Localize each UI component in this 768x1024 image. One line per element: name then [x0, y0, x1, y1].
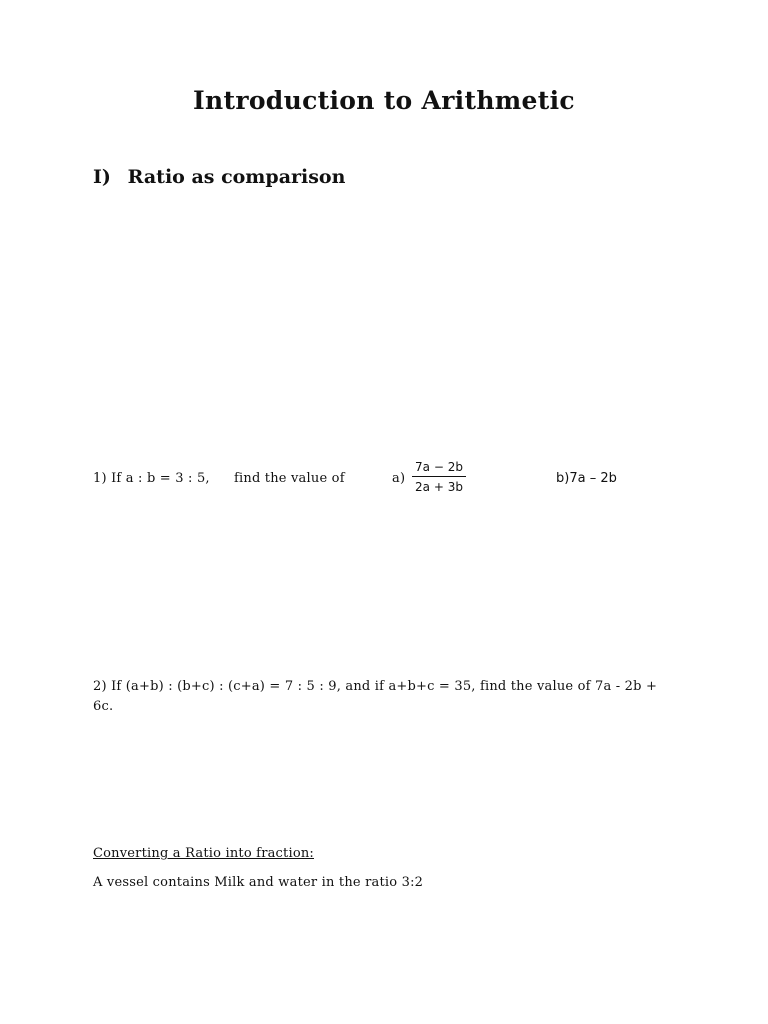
section-number: I): [93, 166, 111, 188]
fraction-denominator: 2a + 3b: [415, 480, 463, 494]
fraction-bar: [412, 476, 466, 477]
page-title: Introduction to Arithmetic: [193, 86, 575, 115]
section-heading: [93, 166, 345, 188]
section-title: Ratio as comparison: [127, 166, 346, 188]
question-1-part-b: b)7a – 2b: [556, 471, 617, 486]
question-1-intro: 1) If a : b = 3 : 5,: [93, 471, 210, 486]
question-1-fraction: [412, 459, 466, 495]
question-1-part-a-label: a): [392, 471, 406, 486]
question-2: 2) If (a+b) : (b+c) : (c+a) = 7 : 5 : 9, and if a+b+c = 35, find the value of 7a - 2b + 6c.: [93, 679, 658, 714]
vessel-text: A vessel contains Milk and water in the ratio 3:2: [93, 875, 424, 890]
fraction-numerator: 7a − 2b: [415, 460, 463, 474]
converting-heading: Converting a Ratio into fraction:: [93, 846, 314, 861]
question-1-find-text: find the value of: [234, 471, 345, 486]
